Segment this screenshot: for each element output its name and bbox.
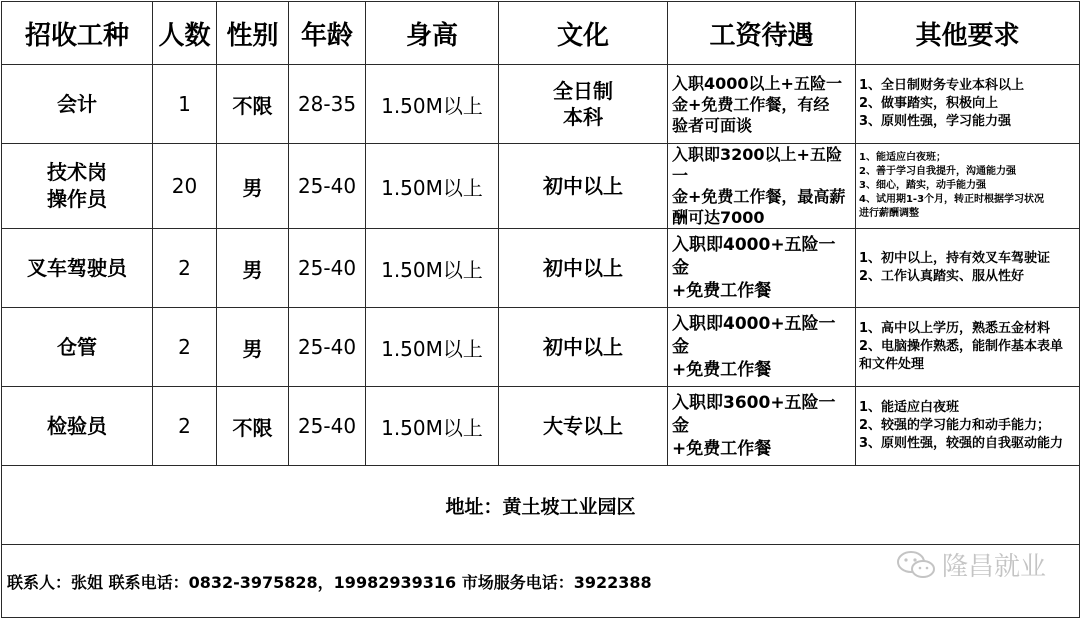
- education-line: 初中以上: [543, 174, 623, 198]
- watermark: [896, 546, 1046, 583]
- education: [499, 387, 668, 466]
- requirements: [856, 65, 1080, 144]
- salary-line: 入职即3600+五险一金: [672, 392, 836, 436]
- requirements-line: 2、电脑操作熟悉，能制作基本表单: [859, 339, 1064, 354]
- education-line: 大专以上: [543, 414, 623, 438]
- salary-line: +免费工作餐: [672, 438, 772, 459]
- age-range: 28-35: [289, 65, 366, 144]
- requirements-line: 1、全日制财务专业本科以上: [859, 78, 1025, 93]
- salary: [668, 387, 856, 466]
- requirements: [856, 144, 1080, 229]
- salary-line: 金+免费工作餐，最高薪: [672, 187, 846, 206]
- job-title: [2, 65, 153, 144]
- contact-info: 联系人：张姐 联系电话：0832-3975828，19982939316 市场服务电话：3922388: [2, 545, 1080, 618]
- requirements-line: 4、试用期1-3个月，转正时根据学习状况: [859, 194, 1045, 205]
- requirements-line: 3、原则性强，较强的自我驱动能力: [859, 436, 1064, 451]
- education: [499, 229, 668, 308]
- job-title-line: 操作员: [47, 187, 107, 211]
- education-line: 初中以上: [543, 256, 623, 280]
- header-row: [2, 2, 1080, 65]
- header-job: 招收工种: [2, 2, 153, 65]
- requirements: [856, 308, 1080, 387]
- table-row: [2, 387, 1080, 466]
- age-range: 25-40: [289, 387, 366, 466]
- height-requirement: 1.50M以上: [366, 65, 499, 144]
- requirements-line: 进行薪酬调整: [859, 208, 919, 219]
- table-row: [2, 229, 1080, 308]
- salary-line: +免费工作餐: [672, 359, 772, 380]
- salary-line: 入职4000以上+五险一: [672, 73, 842, 93]
- salary-line: 金+免费工作餐，有经: [672, 94, 830, 114]
- requirements-line: 1、初中以上，持有效叉车驾驶证: [859, 251, 1051, 266]
- requirements-line: 3、原则性强，学习能力强: [859, 114, 1012, 129]
- table-row: [2, 144, 1080, 229]
- job-title-line: 技术岗: [47, 160, 107, 184]
- address: 地址：黄土坡工业园区: [2, 466, 1080, 545]
- salary: [668, 65, 856, 144]
- salary-line: 入职即4000+五险一金: [672, 234, 836, 278]
- requirements-line: 2、工作认真踏实、服从性好: [859, 269, 1025, 284]
- job-title-line: 会计: [57, 91, 97, 116]
- age-range: 25-40: [289, 308, 366, 387]
- table-row: [2, 308, 1080, 387]
- salary-line: 验者可面谈: [672, 115, 753, 135]
- header-requirements: 其他要求: [856, 2, 1080, 65]
- headcount: 2: [153, 229, 217, 308]
- watermark-text: 隆昌就业: [941, 552, 1046, 582]
- job-title-line: 检验员: [47, 413, 107, 438]
- requirements-line: 1、能适应白夜班: [859, 400, 960, 415]
- headcount: 20: [153, 144, 217, 229]
- education-line: 全日制: [553, 79, 613, 103]
- age-range: 25-40: [289, 144, 366, 229]
- age-range: 25-40: [289, 229, 366, 308]
- education: [499, 144, 668, 229]
- job-title-line: 仓管: [57, 334, 97, 359]
- requirements-line: 1、能适应白夜班；: [859, 152, 946, 163]
- salary: [668, 229, 856, 308]
- job-title: [2, 308, 153, 387]
- job-title: [2, 144, 153, 229]
- height-requirement: 1.50M以上: [366, 144, 499, 229]
- header-salary: 工资待遇: [668, 2, 856, 65]
- salary-line: 入职即4000+五险一金: [672, 313, 836, 357]
- education-line: 初中以上: [543, 335, 623, 359]
- header-count: 人数: [153, 2, 217, 65]
- height-requirement: 1.50M以上: [366, 308, 499, 387]
- requirements: [856, 387, 1080, 466]
- gender: 不限: [217, 387, 289, 466]
- header-education: 文化: [499, 2, 668, 65]
- gender: 男: [217, 144, 289, 229]
- recruitment-table: [1, 1, 1080, 618]
- requirements-line: 2、做事踏实，积极向上: [859, 96, 999, 111]
- salary-line: 入职即3200以上+五险一: [672, 145, 842, 185]
- requirements: [856, 229, 1080, 308]
- headcount: 1: [153, 65, 217, 144]
- height-requirement: 1.50M以上: [366, 229, 499, 308]
- header-gender: 性别: [217, 2, 289, 65]
- requirements-line: 和文件处理: [859, 357, 925, 372]
- height-requirement: 1.50M以上: [366, 387, 499, 466]
- header-height: 身高: [366, 2, 499, 65]
- requirements-line: 1、高中以上学历，熟悉五金材料: [859, 321, 1051, 336]
- address-row: [2, 466, 1080, 545]
- education-line: 本科: [563, 105, 603, 129]
- job-title: [2, 229, 153, 308]
- gender: 男: [217, 308, 289, 387]
- job-title-line: 叉车驾驶员: [27, 255, 127, 280]
- salary-line: 酬可达7000: [672, 208, 765, 227]
- headcount: 2: [153, 308, 217, 387]
- wechat-icon: [896, 550, 936, 580]
- gender: 不限: [217, 65, 289, 144]
- job-title: [2, 387, 153, 466]
- table-row: [2, 65, 1080, 144]
- salary-line: +免费工作餐: [672, 280, 772, 301]
- salary: [668, 308, 856, 387]
- salary: [668, 144, 856, 229]
- education: [499, 308, 668, 387]
- education: [499, 65, 668, 144]
- requirements-line: 3、细心，踏实，动手能力强: [859, 180, 986, 191]
- headcount: 2: [153, 387, 217, 466]
- requirements-line: 2、善于学习自我提升，沟通能力强: [859, 166, 1016, 177]
- gender: 男: [217, 229, 289, 308]
- requirements-line: 2、较强的学习能力和动手能力；: [859, 418, 1051, 433]
- header-age: 年龄: [289, 2, 366, 65]
